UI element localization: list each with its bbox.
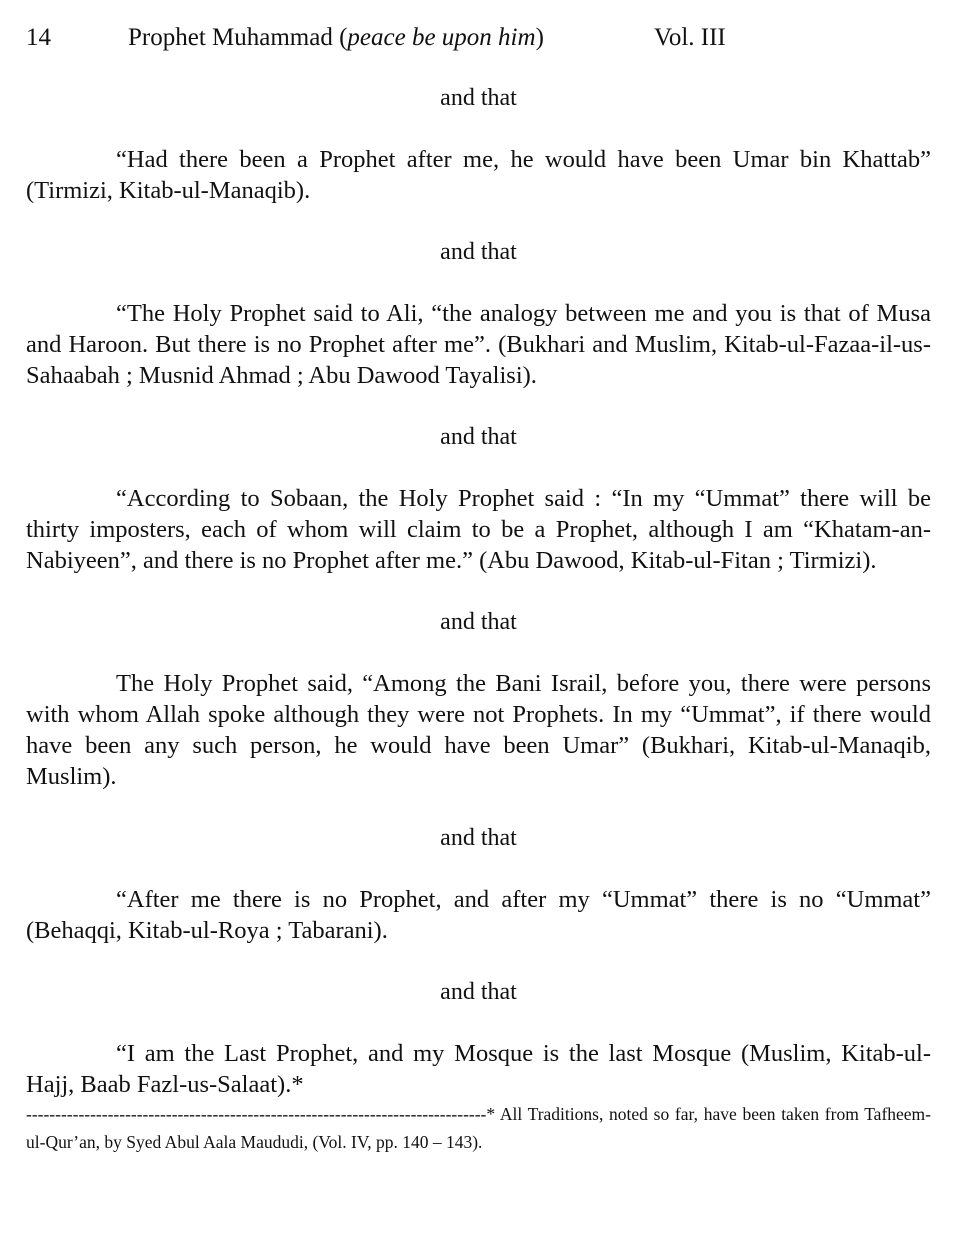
separator-and-that: and that bbox=[440, 239, 517, 265]
running-title-italic: peace be upon him bbox=[347, 24, 536, 51]
footnote bbox=[26, 1100, 931, 1156]
footnote-rule: -------------------------------------------------------------------------------* bbox=[26, 1104, 496, 1124]
separator-and-that: and that bbox=[440, 825, 517, 851]
tradition-paragraph-4: The Holy Prophet said, “Among the Bani Israil, before you, there were persons with whom Allah spoke although they were not Prophets. In my “Ummat”, if there would have been any such person, he would have been Umar” (Bukhari, Kitab-ul-Manaqib, Muslim). bbox=[26, 670, 931, 790]
page-header bbox=[26, 20, 931, 60]
running-title-close: ) bbox=[535, 24, 544, 51]
running-title bbox=[128, 24, 544, 52]
tradition-paragraph-5: “After me there is no Prophet, and after my “Ummat” there is no “Ummat” (Behaqqi, Kitab-ul-Roya ; Tabarani). bbox=[26, 886, 931, 944]
separator-and-that: and that bbox=[440, 979, 517, 1005]
footnote-text: All Traditions, noted so far, have been taken from Tafheem-ul-Qur’an, by Syed Abul Aala Maududi, (Vol. IV, pp. 140 – 143). bbox=[26, 1104, 931, 1152]
running-title-main: Prophet Muhammad ( bbox=[128, 24, 348, 51]
separator-and-that: and that bbox=[440, 609, 517, 635]
separator-and-that: and that bbox=[440, 424, 517, 450]
separator-and-that: and that bbox=[440, 85, 517, 111]
volume-label: Vol. III bbox=[654, 24, 726, 51]
tradition-paragraph-2: “The Holy Prophet said to Ali, “the analogy between me and you is that of Musa and Haroon. But there is no Prophet after me”. (Bukhari and Muslim, Kitab-ul-Fazaa-il-us-Sahaabah ; Musnid Ahmad ; Abu Dawood Tayalisi). bbox=[26, 300, 931, 389]
tradition-paragraph-3: “According to Sobaan, the Holy Prophet said : “In my “Ummat” there will be thirty imposters, each of whom will claim to be a Prophet, although I am “Khatam-an-Nabiyeen”, and there is no Prophet after me.” (Abu Dawood, Kitab-ul-Fitan ; Tirmizi). bbox=[26, 485, 931, 574]
tradition-paragraph-6: “I am the Last Prophet, and my Mosque is the last Mosque (Muslim, Kitab-ul-Hajj, Baab Fazl-us-Salaat).* bbox=[26, 1040, 931, 1098]
tradition-paragraph-1: “Had there been a Prophet after me, he would have been Umar bin Khattab” (Tirmizi, Kitab-ul-Manaqib). bbox=[26, 146, 931, 204]
document-page bbox=[26, 20, 931, 1156]
page-number: 14 bbox=[26, 24, 51, 51]
